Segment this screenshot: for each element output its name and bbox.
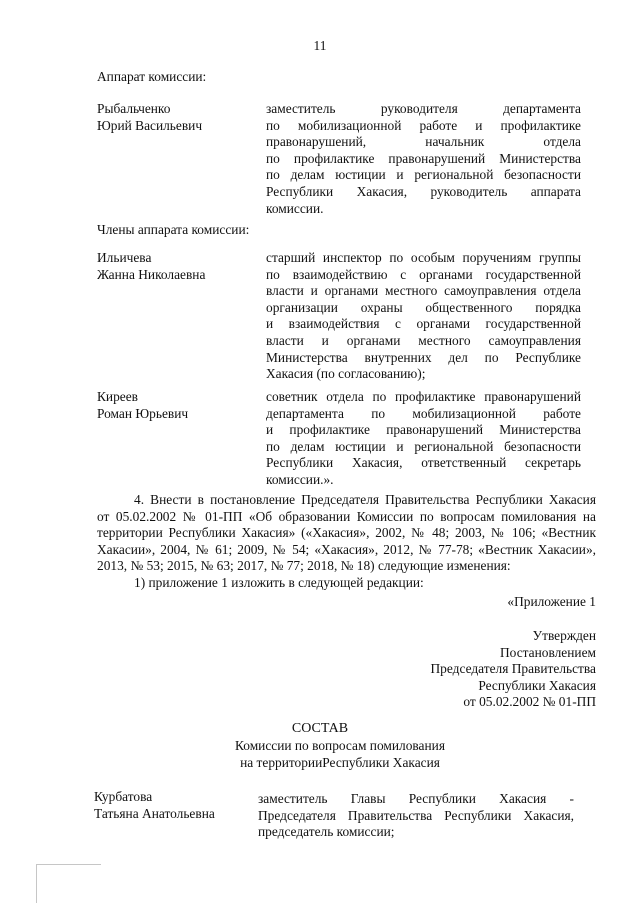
member-desc-ilicheva [266,250,581,383]
member-name-kireev [97,389,188,422]
name-line: Юрий Васильевич [97,117,203,133]
member-name-rybalchenko [97,101,202,134]
approval-line: Председателя Правительства [430,661,596,677]
item-4-paragraph [97,492,596,575]
desc-line: по делам юстиции и региональной безопасности [266,438,581,454]
desc-line: организации охраны общественного порядка [266,299,581,315]
desc-line: заместитель руководителя департамента [266,101,581,116]
desc-line: заместитель Главы Республики Хакасия - [258,791,574,806]
desc-line: по профилактике правонарушений Министерства [266,150,581,166]
desc-line: правонарушений, начальник отдела [266,134,581,150]
page-number: 11 [313,38,327,53]
members-heading: Члены аппарата комиссии: [97,222,250,237]
registration-stamp [36,864,101,903]
paragraph-line: 2013, № 53; 2015, № 63; 2017, № 77; 2018, № 18) следующие изменения: [97,558,511,574]
desc-line: Республики Хакасия, ответственный секретарь [266,455,581,471]
approval-line: Утвержден [532,628,596,643]
member-desc-rybalchenko [266,101,581,217]
desc-line: власти и органами местного самоуправления отдела [266,283,581,299]
document-subtitle-1: Комиссии по вопросам помилования [234,738,445,753]
sub-item-1: 1) приложение 1 изложить в следующей редакции: [134,575,424,590]
desc-line: департамента по мобилизационной работе [266,405,581,421]
desc-line: по мобилизационной работе и профилактике [266,117,581,133]
desc-line: председатель комиссии; [258,824,395,840]
name-line: Курбатова [94,789,153,804]
name-line: Ильичева [97,250,152,265]
desc-line: советник отдела по профилактике правонарушений [266,389,581,404]
desc-line: Хакасия (по согласованию); [266,366,426,382]
document-title: СОСТАВ [291,721,349,736]
name-line: Жанна Николаевна [97,266,206,282]
paragraph-line: 4. Внести в постановление Председателя Правительства Республики Хакасия [134,492,596,507]
desc-line: Председателя Правительства Республики Хакасия, [258,807,574,823]
name-line: Татьяна Анатольевна [94,805,215,821]
desc-line: Республики Хакасия, руководитель аппарата [266,183,581,199]
member-name-ilicheva [97,250,205,283]
desc-line: по делам юстиции и региональной безопасности [266,167,581,183]
desc-line: Министерства внутренних дел по Республике [266,349,581,365]
desc-line: по взаимодействию с органами государственной [266,266,581,282]
approval-line: Постановлением [500,644,596,660]
paragraph-line: территории Республики Хакасия» («Хакасия», 2002, № 48; 2003, № 106; «Вестник [97,525,596,541]
approval-line: от 05.02.2002 № 01-ПП [463,694,596,710]
member-name-kurbatova [94,789,215,822]
paragraph-line: от 05.02.2002 № 01-ПП «Об образовании Комиссии по вопросам помилования на [97,508,596,524]
desc-line: власти и органами местного самоуправления [266,332,581,348]
name-line: Киреев [97,389,139,404]
approval-block [360,628,596,711]
name-line: Роман Юрьевич [97,405,189,421]
document-subtitle-2: на территорииРеспублики Хакасия [240,755,440,770]
desc-line: комиссии.». [266,471,334,487]
name-line: Рыбальченко [97,101,171,116]
desc-line: комиссии. [266,200,324,216]
desc-line: старший инспектор по особым поручениям группы [266,250,581,265]
member-desc-kireev [266,389,581,489]
member-desc-kurbatova [258,791,574,841]
apparatus-heading: Аппарат комиссии: [97,69,207,84]
desc-line: и профилактике правонарушений Министерства [266,422,581,438]
approval-line: Республики Хакасия [478,677,596,693]
paragraph-line: Хакасии», 2004, № 61; 2009, № 54; «Хакасия», 2012, № 77-78; «Вестник Хакасии», [97,541,596,557]
appendix-label: «Приложение 1 [507,594,596,609]
desc-line: и взаимодействия с органами государственной [266,316,581,332]
